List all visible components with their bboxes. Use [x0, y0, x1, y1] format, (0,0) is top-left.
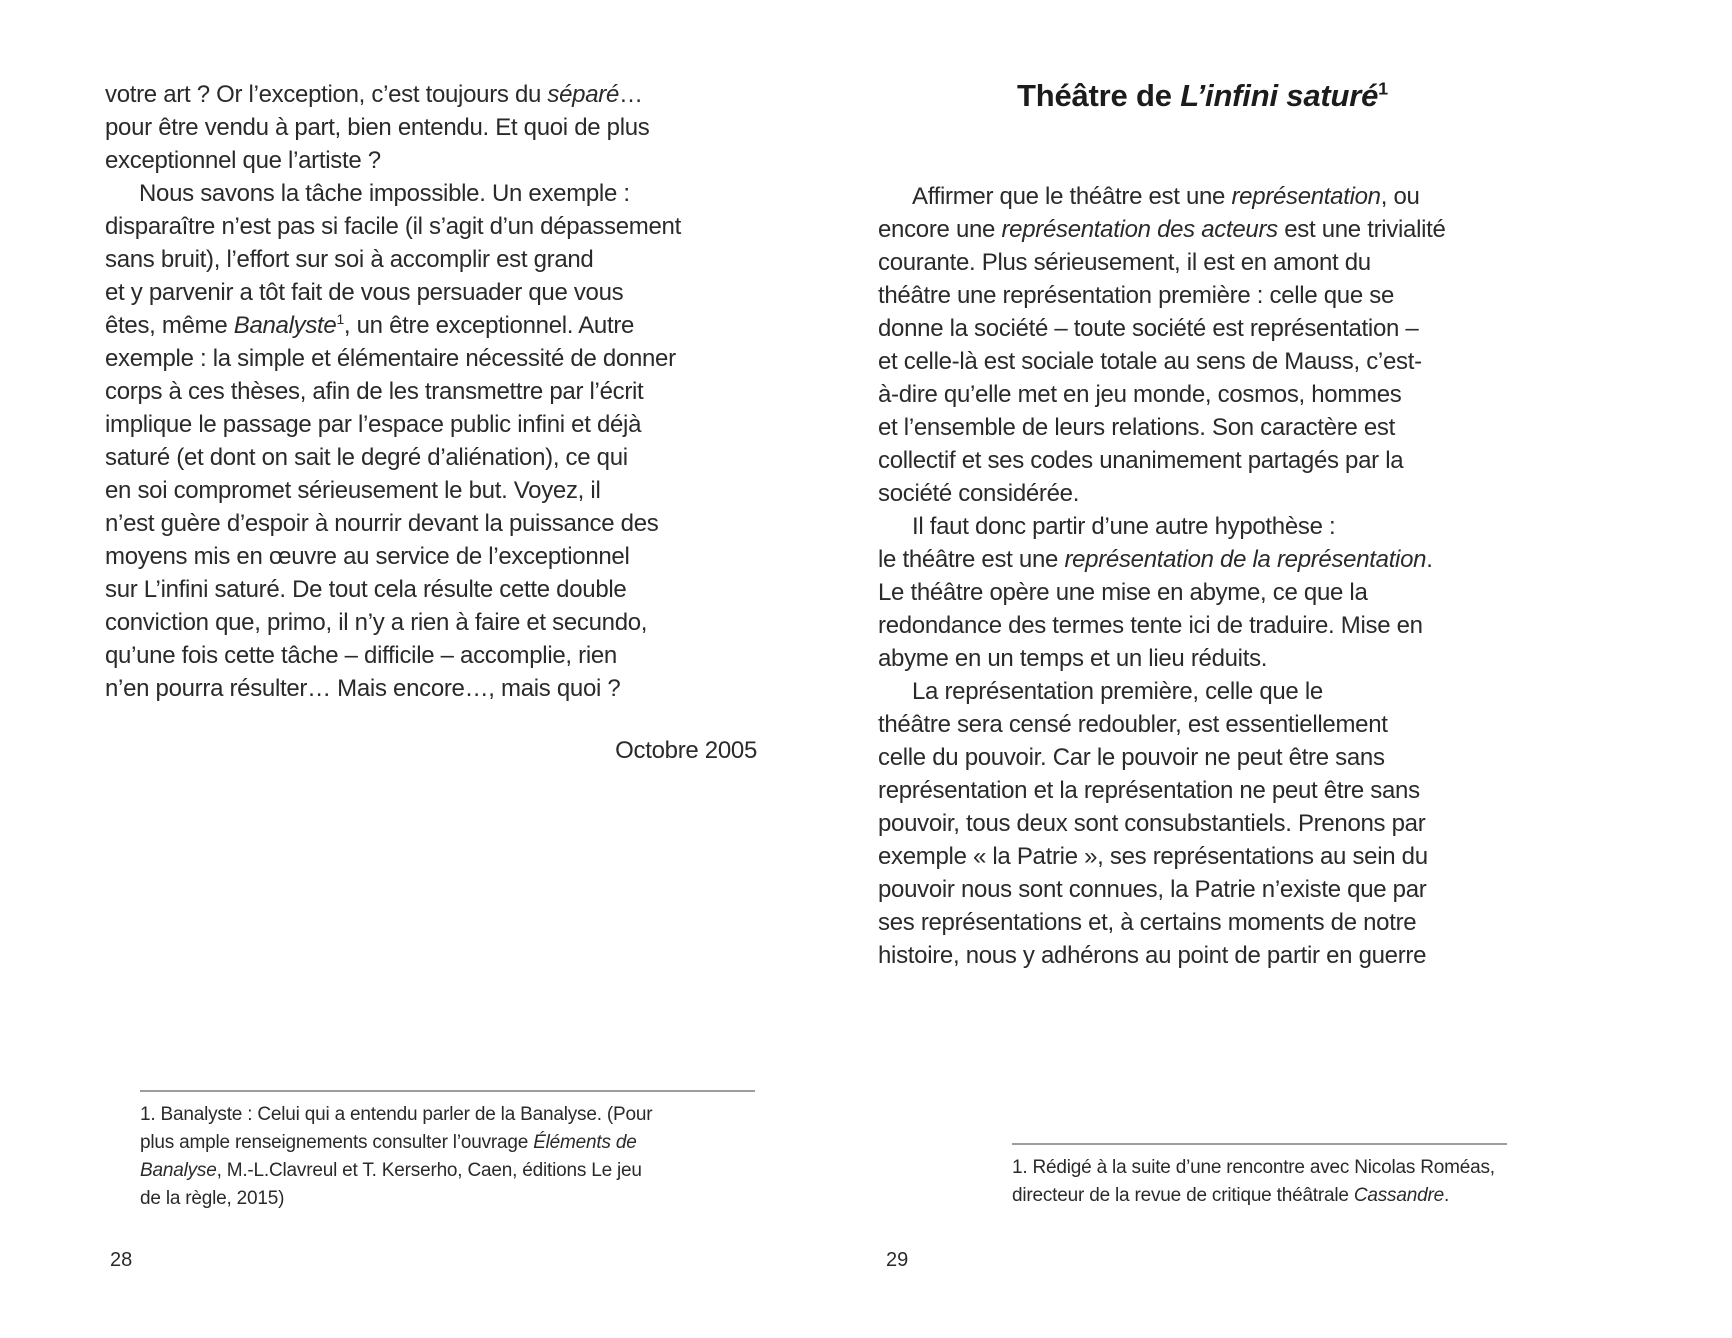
- paragraph: Affirmer que le théâtre est une représentation, ou encore une représentation des acteurs est une trivialité courante. Plus sérieusement, il est en amont du théâtre une représentation première : celle que se donne la société – toute société est représentation – et celle-là est sociale totale au sens de Mauss, c’est- à-dire qu’elle met en jeu monde, cosmos, hommes et l’ensemble de leurs relations. Son caractère est collectif et ses codes unanimement partagés par la société considérée.: [878, 183, 1446, 507]
- right-page: [878, 0, 1512, 1338]
- left-page: [105, 0, 757, 1338]
- paragraph: Il faut donc partir d’une autre hypothèse : le théâtre est une représentation de la représentation. Le théâtre opère une mise en abyme, ce que la redondance des termes tente ici de traduire. Mise en abyme en un temps et un lieu réduits.: [878, 513, 1433, 672]
- footnote-text: 1. Banalyste : Celui qui a entendu parler de la Banalyse. (Pour plus ample renseignements consulter l’ouvrage Éléments de Banalyse, M.-L.Clavreul et T. Kerserho, Caen, éditions Le jeu de la règle, 2015): [140, 1104, 653, 1209]
- paragraph: votre art ? Or l’exception, c’est toujours du séparé… pour être vendu à part, bien entendu. Et quoi de plus exceptionnel que l’artiste ?: [105, 81, 650, 174]
- right-page-body: [878, 180, 1512, 972]
- left-footnote: [140, 1090, 755, 1213]
- left-page-body: [105, 78, 757, 705]
- right-footnote: [1012, 1143, 1507, 1210]
- paragraph: La représentation première, celle que le théâtre sera censé redoubler, est essentiellement celle du pouvoir. Car le pouvoir ne peut être sans représentation et la représentation ne peut être sans pouvoir, tous deux sont consubstantiels. Prenons par exemple « la Patrie », ses représentations au sein du pouvoir nous sont connues, la Patrie n’existe que par ses représentations et, à certains moments de notre histoire, nous y adhérons au point de partir en guerre: [878, 678, 1428, 969]
- footnote-divider: [1012, 1143, 1507, 1145]
- date-line: Octobre 2005: [615, 737, 757, 764]
- footnote-divider: [140, 1090, 755, 1092]
- page-number-right: 29: [886, 1249, 909, 1271]
- paragraph: Nous savons la tâche impossible. Un exemple : disparaître n’est pas si facile (il s’agit d’un dépassement sans bruit), l’effort sur soi à accomplir est grand et y parvenir a tôt fait de vous persuader que vous êtes, même Banalyste$^1$, un être exceptionnel. Autre exemple : la simple et élémentaire nécessité de donner corps à ces thèses, afin de les transmettre par l’écrit implique le passage par l’espace public infini et déjà saturé (et dont on sait le degré d’aliénation), ce qui en soi compromet sérieusement le but. Voyez, il n’est guère d’espoir à nourrir devant la puissance des moyens mis en œuvre au service de l’exceptionnel sur L’infini saturé. De tout cela résulte cette double conviction que, primo, il n’y a rien à faire et secundo, qu’une fois cette tâche – difficile – accomplie, rien n’en pourra résulter… Mais encore…, mais quoi ?: [105, 180, 681, 702]
- chapter-title: Théâtre de L’infini saturé$^1$: [1017, 78, 1388, 113]
- page-number-left: 28: [110, 1249, 133, 1271]
- footnote-text: 1. Rédigé à la suite d’une rencontre avec Nicolas Roméas, directeur de la revue de critique théâtrale Cassandre.: [1012, 1157, 1495, 1206]
